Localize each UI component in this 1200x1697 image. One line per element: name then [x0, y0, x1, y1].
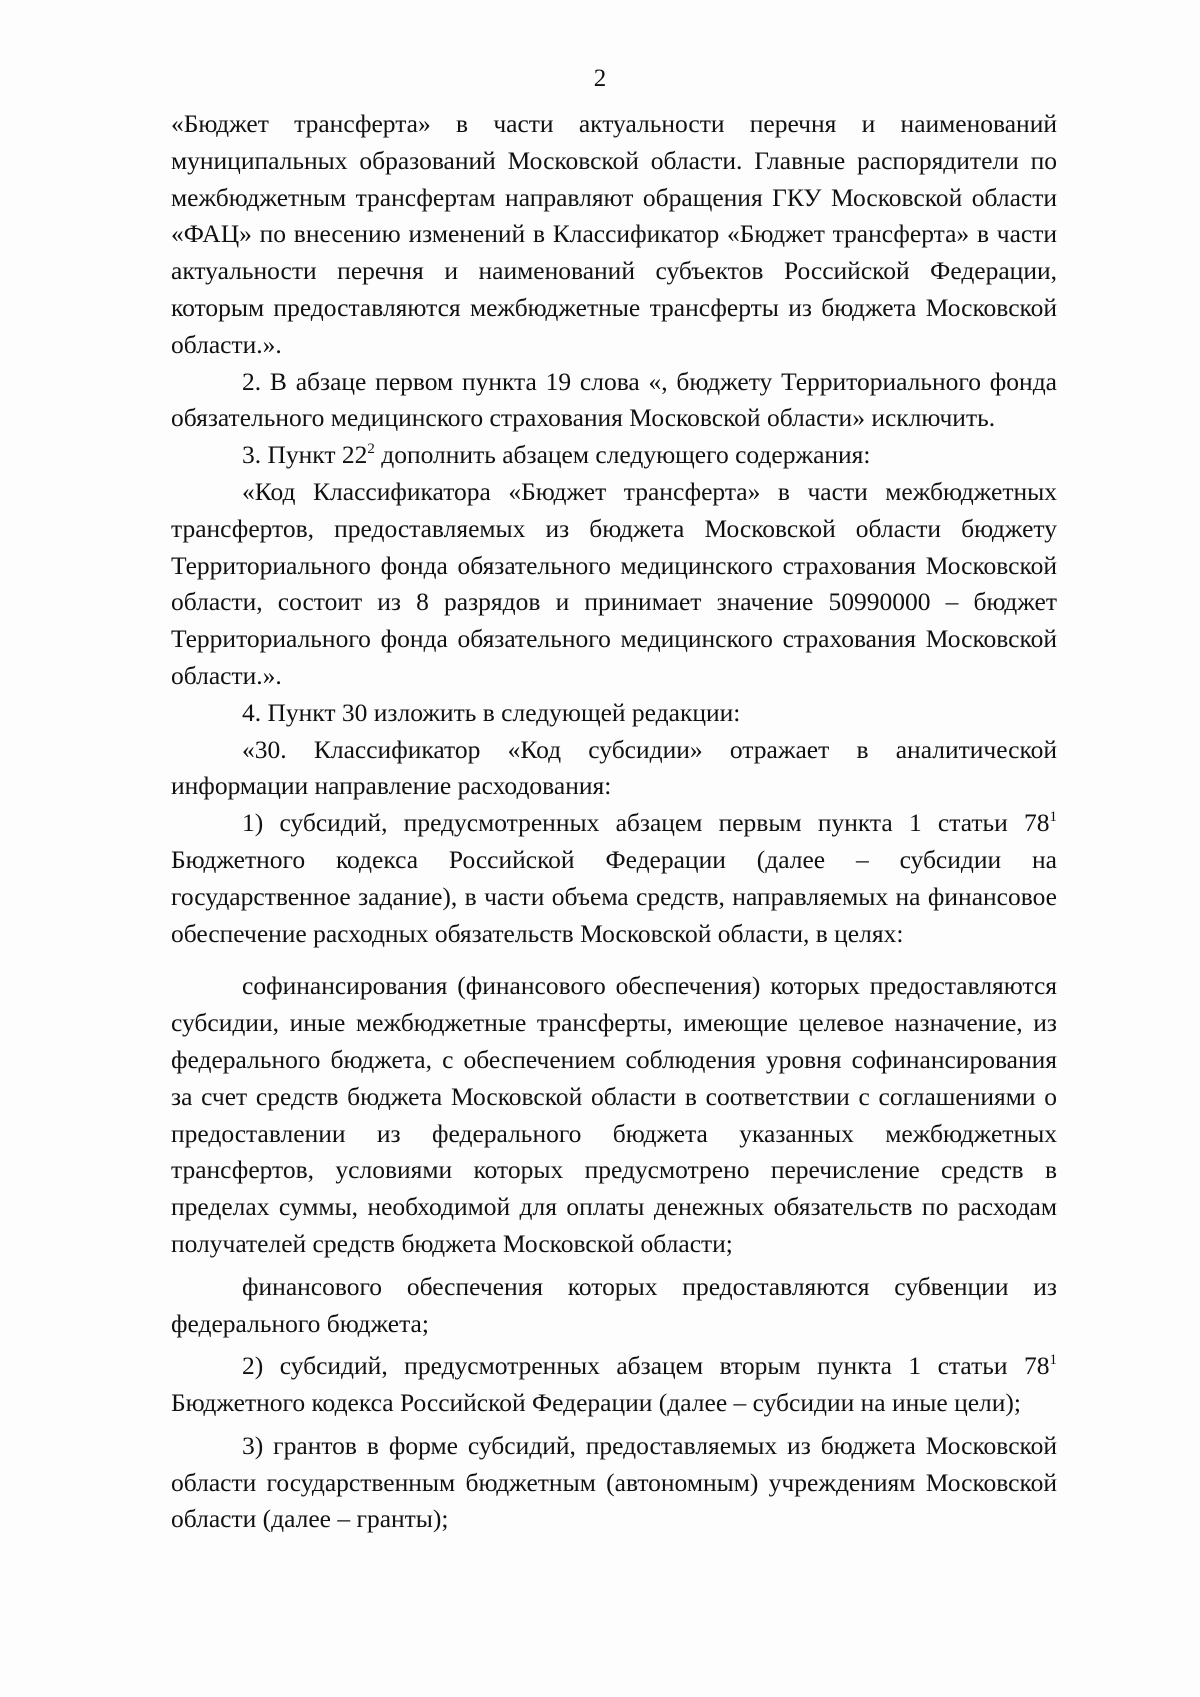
paragraph-item-3-text: 3. Пункт 22 — [242, 440, 368, 470]
superscript: 1 — [1049, 809, 1057, 826]
page-number: 2 — [593, 65, 607, 92]
paragraph-continuation: «Бюджет трансферта» в части актуальности перечня и наименований муниципальных образований Московской области. Главные распорядители по межбюджетным трансфертам направляют обращения ГКУ Московской области «ФАЦ» по внесению изменений в Классификатор «Бюджет трансферта» в части актуальности перечня и наименований субъектов Российской Федерации, которым предоставляются межбюджетные трансферты из бюджета Московской области.». — [171, 109, 1057, 359]
superscript: 2 — [367, 441, 375, 458]
paragraph-item-3 — [171, 437, 1057, 474]
paragraph-quoted-code: «Код Классификатора «Бюджет трансферта» в части межбюджетных трансфертов, предоставляемых из бюджета Московской области бюджету Территориального фонда обязательного медицинского страхования Московской области, состоит из 8 разрядов и принимает значение 50990000 – бюджет Территориального фонда обязательного медицинского страхования Московской области.». — [171, 476, 1057, 690]
paragraph-subitem-2-text: 2) субсидий, предусмотренных абзацем вторым пункта 1 статьи 78 — [242, 1351, 1050, 1381]
paragraph-subventions: финансового обеспечения которых предоставляются субвенции из федерального бюджета; — [171, 1271, 1057, 1338]
paragraph-item-3-rest: дополнить абзацем следующего содержания: — [374, 440, 871, 470]
paragraph-point-30: «30. Классификатор «Код субсидии» отражает в аналитической информации направление расходования: — [171, 734, 1057, 801]
document-body — [171, 106, 1057, 1538]
paragraph-subitem-1-rest: Бюджетного кодекса Российской Федерации (далее – субсидии на государственное задание), в части объема средств, направляемых на финансовое обеспечение расходных обязательств Московской области, в целях: — [171, 844, 1057, 948]
paragraph-subitem-3: 3) грантов в форме субсидий, предоставляемых из бюджета Московской области государственным бюджетным (автономным) учреждениям Московской области (далее – гранты); — [171, 1430, 1057, 1534]
superscript: 1 — [1049, 1352, 1057, 1369]
paragraph-cofinancing: софинансирования (финансового обеспечения) которых предоставляются субсидии, иные межбюджетные трансферты, имеющие целевое назначение, из федерального бюджета, с обеспечением соблюдения уровня софинансирования за счет средств бюджета Московской области в соответствии с соглашениями о предоставлении из федерального бюджета указанных межбюджетных трансфертов, условиями которых предусмотрено перечисление средств в пределах суммы, необходимой для оплаты денежных обязательств по расходам получателей средств бюджета Московской области; — [171, 971, 1057, 1258]
paragraph-subitem-1-text: 1) субсидий, предусмотренных абзацем первым пункта 1 статьи 78 — [242, 808, 1050, 838]
paragraph-item-2: 2. В абзаце первом пункта 19 слова «, бюджету Территориального фонда обязательного медицинского страхования Московской области» исключить. — [171, 366, 1057, 433]
paragraph-item-4: 4. Пункт 30 изложить в следующей редакции: — [242, 697, 741, 727]
paragraph-subitem-2 — [171, 1348, 1057, 1422]
paragraph-subitem-2-rest: Бюджетного кодекса Российской Федерации (далее – субсидии на иные цели); — [171, 1388, 1022, 1418]
paragraph-subitem-1 — [171, 805, 1057, 952]
